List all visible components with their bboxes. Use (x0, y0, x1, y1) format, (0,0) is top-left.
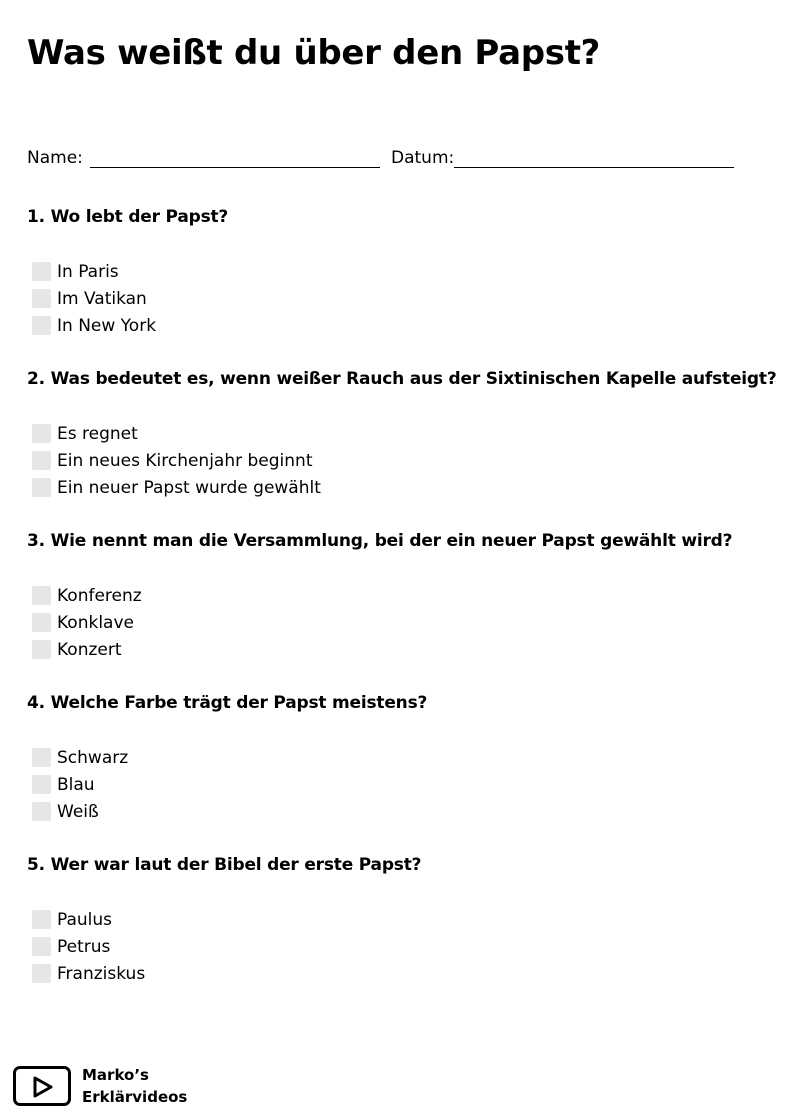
option-label: Petrus (57, 936, 111, 957)
question-3 (27, 529, 767, 663)
option-label: In New York (57, 315, 157, 336)
checkbox[interactable] (32, 478, 51, 497)
answer-option[interactable] (32, 906, 767, 933)
checkbox[interactable] (32, 424, 51, 443)
option-label: Ein neues Kirchenjahr beginnt (57, 450, 313, 471)
checkbox[interactable] (32, 586, 51, 605)
option-label: Konzert (57, 639, 122, 660)
option-label: Paulus (57, 909, 113, 930)
question-4 (27, 691, 767, 825)
answer-option[interactable] (32, 312, 767, 339)
question-text: 3. Wie nennt man die Versammlung, bei der ein neuer Papst gewählt wird? (27, 531, 733, 551)
option-label: Blau (57, 774, 95, 795)
brand-line-1: Marko’s (82, 1066, 149, 1084)
checkbox[interactable] (32, 451, 51, 470)
answer-option[interactable] (32, 960, 767, 987)
option-label: Franziskus (57, 963, 146, 984)
answer-options (27, 906, 767, 987)
brand-line-2: Erklärvideos (82, 1088, 188, 1106)
question-2 (27, 367, 777, 501)
name-date-row (27, 146, 747, 172)
checkbox[interactable] (32, 910, 51, 929)
play-icon (13, 1066, 71, 1106)
checkbox[interactable] (32, 316, 51, 335)
answer-option[interactable] (32, 933, 767, 960)
option-label: Im Vatikan (57, 288, 147, 309)
answer-option[interactable] (32, 636, 767, 663)
answer-options (27, 258, 767, 339)
question-1 (27, 205, 767, 339)
option-label: Weiß (57, 801, 99, 822)
answer-option[interactable] (32, 609, 767, 636)
option-label: Es regnet (57, 423, 138, 444)
answer-option[interactable] (32, 582, 767, 609)
checkbox[interactable] (32, 262, 51, 281)
checkbox[interactable] (32, 640, 51, 659)
question-text: 1. Wo lebt der Papst? (27, 207, 229, 227)
name-field[interactable] (90, 166, 380, 168)
answer-option[interactable] (32, 285, 767, 312)
page-title: Was weißt du über den Papst? (27, 33, 601, 73)
answer-option[interactable] (32, 771, 767, 798)
answer-options (27, 420, 767, 501)
checkbox[interactable] (32, 937, 51, 956)
checkbox[interactable] (32, 613, 51, 632)
answer-option[interactable] (32, 798, 767, 825)
answer-option[interactable] (32, 474, 767, 501)
option-label: Schwarz (57, 747, 129, 768)
question-text: 5. Wer war laut der Bibel der erste Papst? (27, 855, 422, 875)
option-label: Ein neuer Papst wurde gewählt (57, 477, 321, 498)
checkbox[interactable] (32, 775, 51, 794)
question-5 (27, 853, 767, 987)
option-label: Konklave (57, 612, 134, 633)
question-text: 4. Welche Farbe trägt der Papst meistens? (27, 693, 428, 713)
date-field[interactable] (454, 166, 734, 168)
checkbox[interactable] (32, 802, 51, 821)
option-label: Konferenz (57, 585, 142, 606)
checkbox[interactable] (32, 964, 51, 983)
answer-option[interactable] (32, 447, 767, 474)
checkbox[interactable] (32, 289, 51, 308)
answer-options (27, 744, 767, 825)
name-label: Name: (27, 148, 83, 168)
brand-name (82, 1064, 187, 1108)
footer-brand (13, 1062, 233, 1112)
answer-option[interactable] (32, 744, 767, 771)
option-label: In Paris (57, 261, 119, 282)
answer-option[interactable] (32, 258, 767, 285)
answer-option[interactable] (32, 420, 767, 447)
date-label: Datum: (391, 148, 455, 168)
checkbox[interactable] (32, 748, 51, 767)
question-text: 2. Was bedeutet es, wenn weißer Rauch aus der Sixtinischen Kapelle aufsteigt? (27, 369, 777, 389)
answer-options (27, 582, 767, 663)
